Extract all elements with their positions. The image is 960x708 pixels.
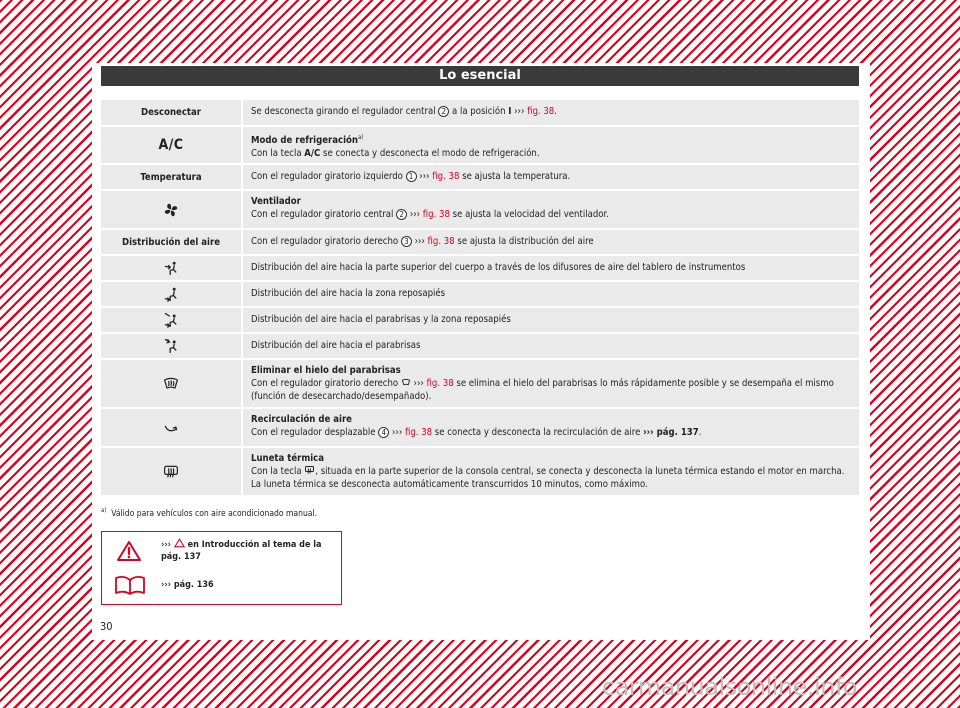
row-dist-feet: [101, 282, 859, 306]
row-description: Distribución del aire hacia el parabrisas y la zona reposapiés: [251, 314, 511, 325]
figure-link[interactable]: fig. 38: [427, 236, 455, 247]
off-position-symbol: Ⅰ: [508, 106, 512, 117]
figure-link[interactable]: fig. 38: [404, 427, 433, 438]
footnote: $^{a)}$ Válido para vehículos con aire acondicionado manual.: [101, 507, 318, 519]
watermark: carmanualsonline.info: [602, 673, 858, 701]
warning-triangle-icon: [116, 540, 142, 562]
figure-link[interactable]: fig. 38: [426, 378, 454, 389]
warning-inline-icon: [174, 538, 185, 548]
row-defrost: [101, 360, 859, 407]
control-number-badge: 4: [378, 427, 389, 438]
reference-box: [101, 531, 342, 605]
row-recirc: [101, 409, 859, 446]
row-ventilador: [101, 191, 859, 228]
row-description: Ventilador Con el regulador giratorio central 2 ››› fig. 38 se ajusta la velocidad del ventilador.: [251, 196, 609, 220]
air-feet-icon: [162, 286, 180, 302]
fan-icon: [162, 202, 180, 218]
row-description: Recirculación de aire Con el regulador desplazable 4 ››› fig. 38 se conecta y desconecta la recirculación de aire ››› pág. 137.: [251, 414, 702, 438]
row-label: Desconectar: [101, 100, 243, 125]
row-description: Se desconecta girando el regulador central 2 a la posición Ⅰ ››› fig. 38.: [251, 106, 557, 117]
control-number-badge: 3: [401, 236, 412, 247]
ac-key-label: A/C: [304, 148, 321, 160]
page-reference[interactable]: ››› pág. 136: [161, 580, 214, 590]
control-number-badge: 2: [396, 209, 407, 220]
book-icon: [114, 574, 146, 596]
row-temperatura: [101, 165, 859, 189]
row-description: Eliminar el hielo del parabrisas Con el regulador giratorio derecho ››› fig. 38 se elimina el hielo del parabrisas lo más rápidamente posible y se desempaña el mismo (función de desecarchado/desempañado).: [251, 365, 834, 402]
rear-window-heating-inline-icon: [304, 465, 315, 475]
figure-link[interactable]: fig. 38: [422, 209, 450, 220]
row-dist-windshield-feet: [101, 308, 859, 332]
row-dist-windshield: [101, 334, 859, 358]
control-number-badge: 2: [438, 106, 449, 117]
windshield-defrost-icon: [162, 376, 180, 392]
row-description: Distribución del aire hacia la parte superior del cuerpo a través de los difusores de aire del tablero de instrumentos: [251, 262, 746, 273]
row-desconectar: [101, 100, 859, 125]
control-number-badge: 1: [406, 171, 417, 182]
row-description: Distribución del aire hacia la zona reposapiés: [251, 288, 446, 299]
page-link[interactable]: pág. 137: [653, 427, 699, 438]
page-number: 30: [100, 620, 113, 633]
figure-link[interactable]: fig. 38: [527, 106, 555, 117]
ac-icon: A/C: [101, 127, 243, 163]
row-rear-defrost: [101, 448, 859, 495]
row-description: Distribución del aire hacia el parabrisas: [251, 340, 421, 351]
air-upper-body-icon: [162, 260, 180, 276]
row-label: Temperatura: [101, 165, 243, 189]
figure-link[interactable]: fig. 38: [432, 171, 460, 182]
section-header: Lo esencial: [101, 66, 859, 86]
row-label: Distribución del aire: [101, 230, 243, 254]
rear-window-heating-icon: [162, 464, 180, 480]
row-description: Con el regulador giratorio derecho 3 ››› fig. 38 se ajusta la distribución del aire: [251, 236, 594, 247]
row-description: Con el regulador giratorio izquierdo 1 ››› fig. 38 se ajusta la temperatura.: [251, 171, 571, 182]
row-ac: [101, 127, 859, 163]
air-recirculation-icon: [162, 420, 180, 436]
windshield-defrost-inline-icon: [401, 378, 411, 387]
air-windshield-feet-icon: [162, 312, 180, 328]
air-windshield-icon: [162, 338, 180, 354]
warning-reference[interactable]: ››› en Introducción al tema de la pág. 137: [161, 540, 322, 562]
row-description: Modo de refrigeración$^{a)}$ Con la tecla A/C se conecta y desconecta el modo de refrigeración.: [251, 134, 540, 160]
row-distribucion: [101, 230, 859, 254]
row-dist-upper: [101, 256, 859, 280]
row-description: Luneta térmica Con la tecla , situada en la parte superior de la consola central, se conecta y desconecta la luneta térmica estando el motor en marcha. La luneta térmica se desconecta automáticamente transcurridos 10 minutos, como máximo.: [251, 453, 845, 490]
controls-table: [101, 100, 859, 497]
